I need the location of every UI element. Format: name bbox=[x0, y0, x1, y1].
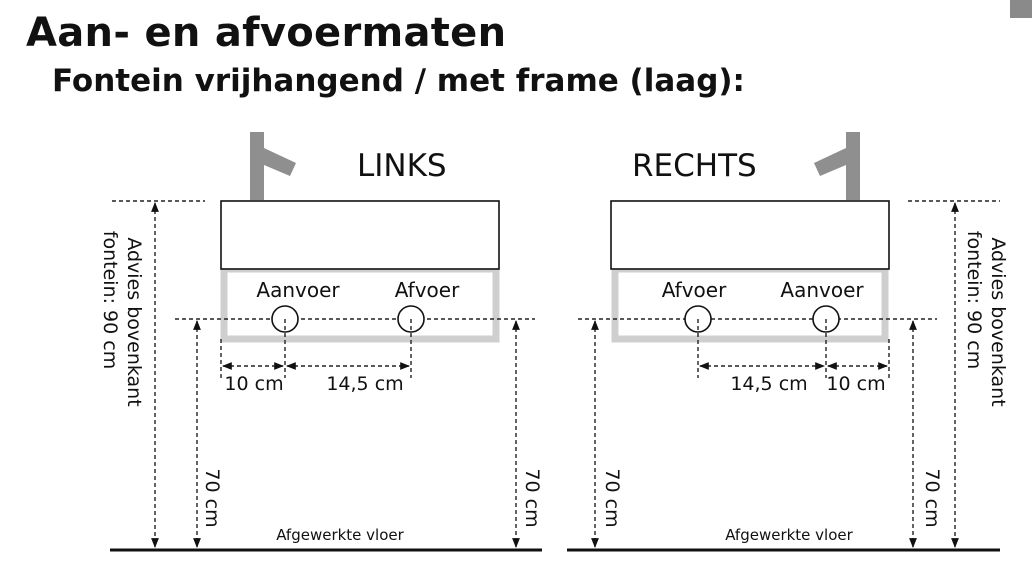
left-floor-label: Afgewerkte vloer bbox=[276, 526, 404, 544]
left-height-label-inner: 70 cm bbox=[521, 468, 543, 528]
right-advice-label-1: Advies bovenkant bbox=[987, 237, 1009, 407]
right-diagram bbox=[567, 132, 1009, 550]
left-height-label-outer: 70 cm bbox=[201, 468, 223, 528]
right-faucet-icon bbox=[814, 132, 860, 200]
left-diagram bbox=[99, 132, 543, 550]
right-supply-label: Aanvoer bbox=[780, 278, 864, 302]
right-basin bbox=[611, 201, 889, 269]
left-advice-label-1: Advies bovenkant bbox=[123, 237, 145, 407]
right-dim-label-10: 10 cm bbox=[826, 373, 886, 395]
left-drain-label: Afvoer bbox=[394, 278, 460, 302]
left-advice-label-2: fontein: 90 cm bbox=[99, 230, 121, 370]
right-dim-label-14-5: 14,5 cm bbox=[730, 373, 808, 395]
left-side-label: LINKS bbox=[357, 148, 447, 184]
right-drain-label: Afvoer bbox=[661, 278, 727, 302]
left-basin bbox=[221, 201, 499, 269]
right-height-label-inner: 70 cm bbox=[601, 468, 623, 528]
left-dim-label-14-5: 14,5 cm bbox=[326, 373, 404, 395]
right-side-label: RECHTS bbox=[632, 148, 757, 184]
page-subtitle: Fontein vrijhangend / met frame (laag): bbox=[52, 63, 745, 99]
right-advice-label-2: fontein: 90 cm bbox=[963, 230, 985, 370]
left-supply-label: Aanvoer bbox=[256, 278, 340, 302]
left-dim-label-10: 10 cm bbox=[224, 373, 284, 395]
right-floor-label: Afgewerkte vloer bbox=[725, 526, 853, 544]
page-title: Aan- en afvoermaten bbox=[26, 10, 507, 56]
right-height-label-outer: 70 cm bbox=[921, 468, 943, 528]
left-faucet-icon bbox=[250, 132, 296, 200]
